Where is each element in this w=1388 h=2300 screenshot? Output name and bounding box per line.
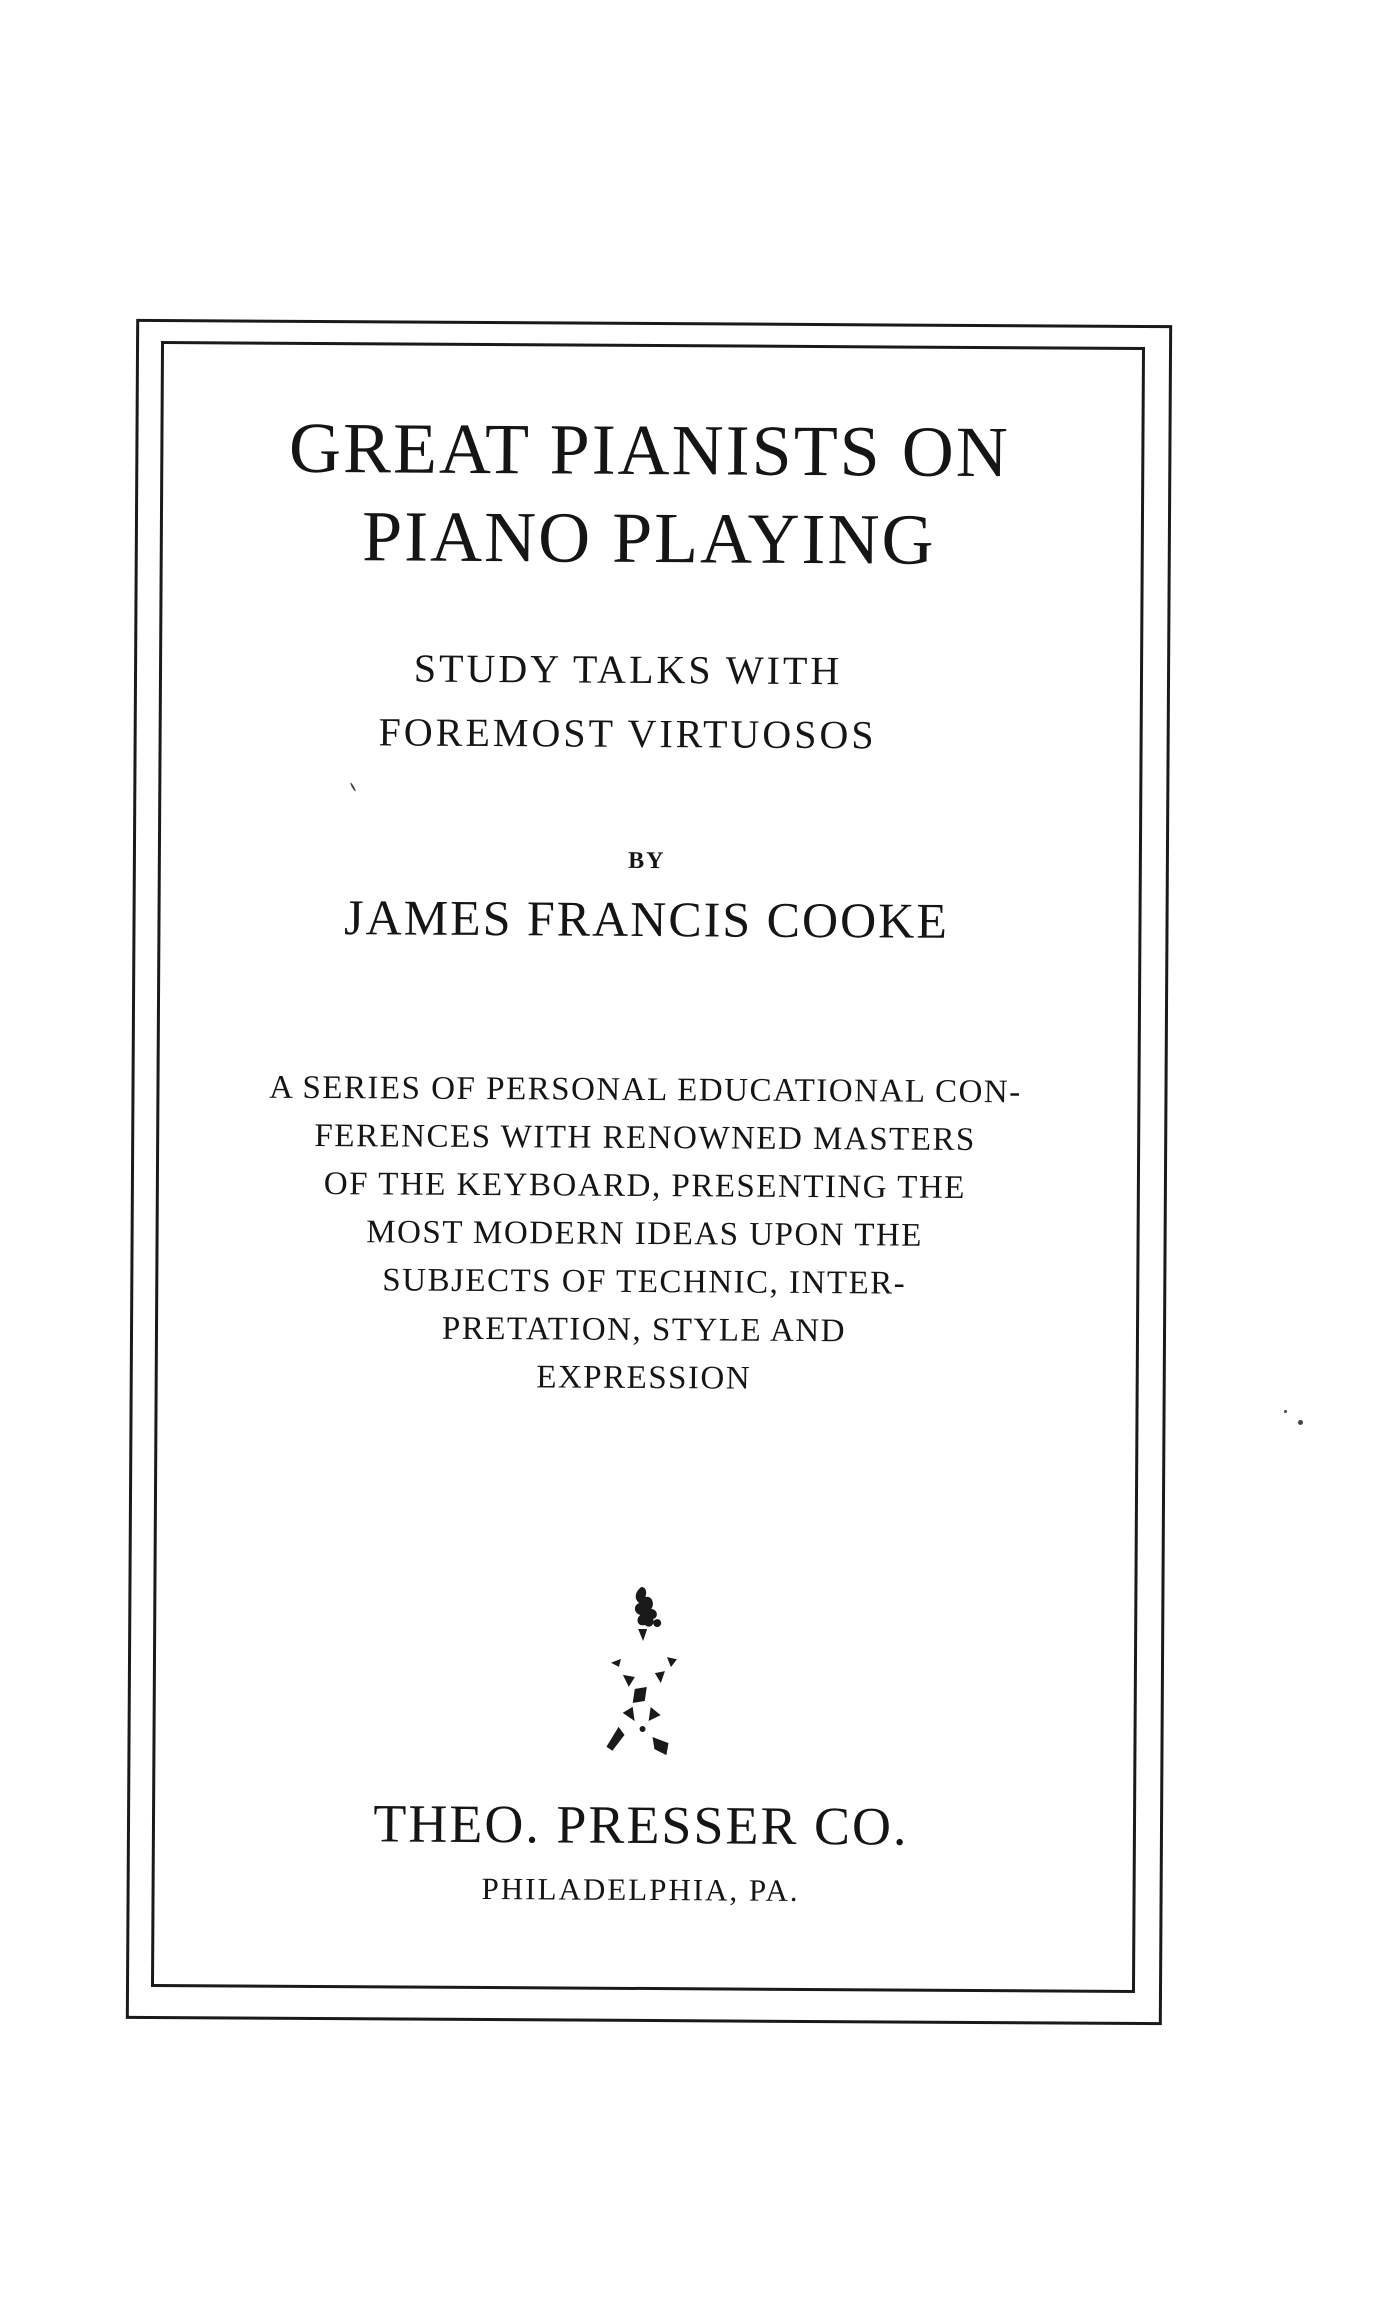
description-line-1: A SERIES OF PERSONAL EDUCATIONAL CON- [269, 1069, 1022, 1111]
author-name: JAMES FRANCIS COOKE [343, 889, 950, 949]
publisher-name: THEO. PRESSER CO. [373, 1793, 909, 1857]
scan-speck [1298, 1420, 1303, 1425]
scan-speck [1284, 1410, 1287, 1413]
publisher-city: PHILADELPHIA, PA. [481, 1871, 800, 1908]
title-page-content [151, 341, 1139, 1987]
book-title-line-1: GREAT PIANISTS ON [288, 407, 1010, 493]
description-line-5: SUBJECTS OF TECHNIC, INTER- [382, 1262, 907, 1302]
subtitle-line-1: STUDY TALKS WITH [413, 645, 843, 694]
byline-by: BY [628, 847, 666, 875]
description-line-4: MOST MODERN IDEAS UPON THE [366, 1214, 924, 1254]
printer-mark-icon [582, 1579, 703, 1770]
book-title-line-2: PIANO PLAYING [361, 496, 936, 580]
description-line-7: EXPRESSION [536, 1359, 752, 1397]
description-line-3: OF THE KEYBOARD, PRESENTING THE [323, 1166, 966, 1206]
subtitle-line-2: FOREMOST VIRTUOSOS [378, 709, 877, 758]
description-line-2: FERENCES WITH RENOWNED MASTERS [314, 1117, 976, 1159]
description-line-6: PRETATION, STYLE AND [441, 1310, 847, 1350]
